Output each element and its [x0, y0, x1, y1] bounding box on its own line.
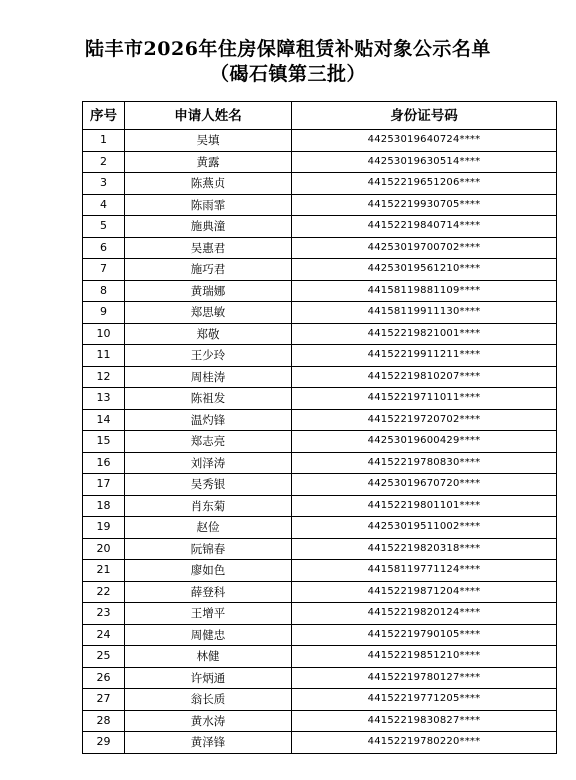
serial-number-cell: 14	[83, 409, 125, 431]
applicant-name-cell: 翁长质	[125, 689, 292, 711]
id-number-cell: 44152219820124****	[292, 603, 557, 625]
serial-number-cell: 29	[83, 732, 125, 754]
applicant-name-cell: 黄露	[125, 151, 292, 173]
serial-number-cell: 1	[83, 130, 125, 152]
serial-number-cell: 28	[83, 710, 125, 732]
id-number-cell: 44152219871204****	[292, 581, 557, 603]
id-number-cell: 44158119911130****	[292, 302, 557, 324]
applicant-name-cell: 廖如色	[125, 560, 292, 582]
applicant-name-cell: 陈祖发	[125, 388, 292, 410]
table-row	[83, 474, 557, 496]
applicant-name-cell: 刘泽涛	[125, 452, 292, 474]
table-body	[83, 130, 557, 754]
applicant-name-cell: 许炳通	[125, 667, 292, 689]
applicant-name-cell: 黄瑞娜	[125, 280, 292, 302]
id-number-cell: 44152219780127****	[292, 667, 557, 689]
id-number-cell: 44152219911211****	[292, 345, 557, 367]
serial-number-cell: 25	[83, 646, 125, 668]
serial-number-cell: 22	[83, 581, 125, 603]
table-row	[83, 366, 557, 388]
table-row	[83, 431, 557, 453]
table-row	[83, 538, 557, 560]
applicant-name-cell: 王少玲	[125, 345, 292, 367]
serial-number-cell: 16	[83, 452, 125, 474]
id-number-cell: 44253019600429****	[292, 431, 557, 453]
header-applicant-name: 申请人姓名	[125, 102, 292, 130]
applicant-name-cell: 郑志亮	[125, 431, 292, 453]
table-row	[83, 624, 557, 646]
id-number-cell: 44152219780220****	[292, 732, 557, 754]
id-number-cell: 44152219711011****	[292, 388, 557, 410]
applicant-name-cell: 黄泽锋	[125, 732, 292, 754]
applicant-name-cell: 赵俭	[125, 517, 292, 539]
table-row	[83, 216, 557, 238]
table-row	[83, 151, 557, 173]
id-number-cell: 44152219930705****	[292, 194, 557, 216]
table-row	[83, 732, 557, 754]
table-row	[83, 259, 557, 281]
id-number-cell: 44253019700702****	[292, 237, 557, 259]
id-number-cell: 44253019670720****	[292, 474, 557, 496]
applicant-name-cell: 吴填	[125, 130, 292, 152]
serial-number-cell: 11	[83, 345, 125, 367]
applicant-name-cell: 温灼锋	[125, 409, 292, 431]
applicant-name-cell: 周健忠	[125, 624, 292, 646]
serial-number-cell: 5	[83, 216, 125, 238]
id-number-cell: 44158119881109****	[292, 280, 557, 302]
id-number-cell: 44152219790105****	[292, 624, 557, 646]
table-row	[83, 603, 557, 625]
serial-number-cell: 26	[83, 667, 125, 689]
serial-number-cell: 3	[83, 173, 125, 195]
document-title: 陆丰市2026年住房保障租赁补贴对象公示名单	[85, 38, 491, 60]
id-number-cell: 44158119771124****	[292, 560, 557, 582]
id-number-cell: 44152219720702****	[292, 409, 557, 431]
applicant-name-cell: 肖东菊	[125, 495, 292, 517]
serial-number-cell: 24	[83, 624, 125, 646]
id-number-cell: 44152219651206****	[292, 173, 557, 195]
table-row	[83, 667, 557, 689]
table-row	[83, 495, 557, 517]
applicant-name-cell: 施典潼	[125, 216, 292, 238]
id-number-cell: 44152219821001****	[292, 323, 557, 345]
id-number-cell: 44152219771205****	[292, 689, 557, 711]
applicant-name-cell: 陈燕贞	[125, 173, 292, 195]
table-row	[83, 646, 557, 668]
id-number-cell: 44253019561210****	[292, 259, 557, 281]
serial-number-cell: 15	[83, 431, 125, 453]
table-row	[83, 517, 557, 539]
applicant-name-cell: 施巧君	[125, 259, 292, 281]
table-row	[83, 237, 557, 259]
serial-number-cell: 12	[83, 366, 125, 388]
serial-number-cell: 7	[83, 259, 125, 281]
table-row	[83, 345, 557, 367]
table-row	[83, 409, 557, 431]
serial-number-cell: 23	[83, 603, 125, 625]
serial-number-cell: 9	[83, 302, 125, 324]
id-number-cell: 44253019640724****	[292, 130, 557, 152]
id-number-cell: 44152219840714****	[292, 216, 557, 238]
header-serial-number: 序号	[83, 102, 125, 130]
table-row	[83, 581, 557, 603]
serial-number-cell: 20	[83, 538, 125, 560]
table-row	[83, 280, 557, 302]
applicant-name-cell: 吴惠君	[125, 237, 292, 259]
applicant-name-cell: 薛登科	[125, 581, 292, 603]
serial-number-cell: 13	[83, 388, 125, 410]
document-subtitle: （碣石镇第三批）	[209, 63, 366, 85]
applicant-name-cell: 吴秀银	[125, 474, 292, 496]
applicant-name-cell: 周桂涛	[125, 366, 292, 388]
applicant-name-cell: 黄水涛	[125, 710, 292, 732]
serial-number-cell: 27	[83, 689, 125, 711]
id-number-cell: 44152219830827****	[292, 710, 557, 732]
table-row	[83, 194, 557, 216]
id-number-cell: 44152219810207****	[292, 366, 557, 388]
id-number-cell: 44253019511002****	[292, 517, 557, 539]
id-number-cell: 44253019630514****	[292, 151, 557, 173]
applicant-name-cell: 阮锦春	[125, 538, 292, 560]
serial-number-cell: 6	[83, 237, 125, 259]
table-row	[83, 560, 557, 582]
id-number-cell: 44152219820318****	[292, 538, 557, 560]
serial-number-cell: 17	[83, 474, 125, 496]
table-row	[83, 388, 557, 410]
serial-number-cell: 2	[83, 151, 125, 173]
table-row	[83, 173, 557, 195]
header-id-number: 身份证号码	[292, 102, 557, 130]
table-header-row	[83, 102, 557, 130]
serial-number-cell: 19	[83, 517, 125, 539]
serial-number-cell: 4	[83, 194, 125, 216]
applicant-name-cell: 林健	[125, 646, 292, 668]
id-number-cell: 44152219851210****	[292, 646, 557, 668]
applicant-name-cell: 郑敬	[125, 323, 292, 345]
applicant-name-cell: 陈雨霏	[125, 194, 292, 216]
id-number-cell: 44152219780830****	[292, 452, 557, 474]
table-row	[83, 130, 557, 152]
table-row	[83, 689, 557, 711]
id-number-cell: 44152219801101****	[292, 495, 557, 517]
table-row	[83, 323, 557, 345]
table-row	[83, 710, 557, 732]
table-row	[83, 452, 557, 474]
serial-number-cell: 21	[83, 560, 125, 582]
applicant-name-cell: 王增平	[125, 603, 292, 625]
serial-number-cell: 8	[83, 280, 125, 302]
applicant-name-cell: 郑思敏	[125, 302, 292, 324]
serial-number-cell: 10	[83, 323, 125, 345]
table-row	[83, 302, 557, 324]
subsidy-recipients-table	[82, 101, 557, 754]
serial-number-cell: 18	[83, 495, 125, 517]
